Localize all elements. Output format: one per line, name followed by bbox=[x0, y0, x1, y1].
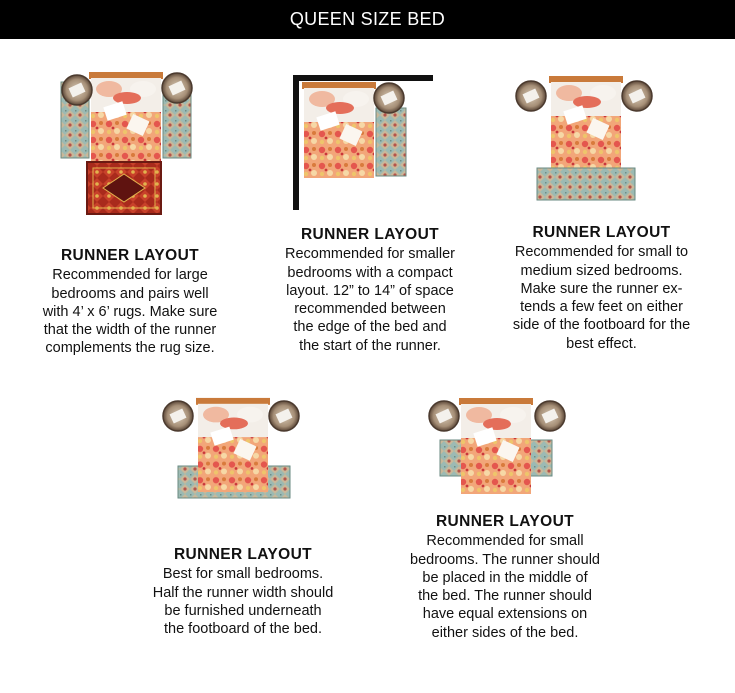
layout-4-caption bbox=[123, 546, 363, 638]
layout-3-line: best effect. bbox=[566, 335, 637, 352]
layout-1-line: with 4’ x 6’ rugs. Make sure bbox=[42, 303, 218, 320]
layout-5-line: bedrooms. The runner should bbox=[410, 551, 600, 568]
layout-2-illustration bbox=[290, 70, 440, 212]
layout-4-illustration bbox=[160, 394, 300, 502]
page-title: QUEEN SIZE BED bbox=[289, 9, 446, 29]
layout-4-line: Half the runner width should bbox=[152, 584, 334, 601]
layout-5-line: either sides of the bed. bbox=[431, 624, 579, 641]
layout-1-line: bedrooms and pairs well bbox=[51, 285, 209, 302]
layout-1-illustration bbox=[55, 70, 205, 218]
layout-3-line: Make sure the runner ex- bbox=[520, 280, 683, 297]
layout-1-caption bbox=[10, 247, 250, 358]
layout-5-line: be placed in the middle of bbox=[422, 569, 588, 586]
layout-4-line: Best for small bedrooms. bbox=[162, 566, 324, 583]
layout-3-line: side of the footboard for the bbox=[512, 317, 691, 334]
layout-5-line: Recommended for small bbox=[426, 533, 584, 550]
layout-4-line: be furnished underneath bbox=[164, 602, 322, 619]
layout-1-line: that the width of the runner bbox=[43, 322, 217, 339]
layout-2-line: Recommended for smaller bbox=[284, 246, 456, 263]
header-bar bbox=[0, 0, 735, 39]
layout-3-line: tends a few feet on either bbox=[520, 299, 683, 316]
layout-3-caption bbox=[480, 224, 723, 353]
layout-2-line: layout. 12” to 14” of space bbox=[286, 282, 454, 299]
layout-2-line: recommended between bbox=[294, 301, 446, 318]
layout-2-heading: RUNNER LAYOUT bbox=[300, 226, 440, 243]
layout-2-line: the edge of the bed and bbox=[293, 319, 447, 336]
layout-5-caption bbox=[384, 513, 626, 642]
layout-5-line: have equal extensions on bbox=[422, 606, 588, 623]
layout-1-heading: RUNNER LAYOUT bbox=[60, 247, 200, 264]
layout-2-line: bedrooms with a compact bbox=[287, 264, 453, 281]
layout-3-heading: RUNNER LAYOUT bbox=[532, 224, 671, 241]
layout-5-line: the bed. The runner should bbox=[418, 588, 592, 605]
layout-3-line: Recommended for small to bbox=[514, 244, 689, 261]
layout-2-caption bbox=[250, 226, 490, 355]
layout-1-line: Recommended for large bbox=[52, 267, 208, 284]
layout-5-illustration bbox=[424, 396, 570, 496]
layout-1-line: complements the rug size. bbox=[45, 340, 215, 357]
layout-3-illustration bbox=[515, 72, 660, 204]
layout-4-heading: RUNNER LAYOUT bbox=[173, 546, 313, 563]
layout-4-line: the footboard of the bed. bbox=[163, 621, 322, 638]
layout-2-line: the start of the runner. bbox=[299, 337, 441, 354]
layout-5-heading: RUNNER LAYOUT bbox=[435, 513, 575, 530]
layout-3-line: medium sized bedrooms. bbox=[520, 262, 683, 279]
